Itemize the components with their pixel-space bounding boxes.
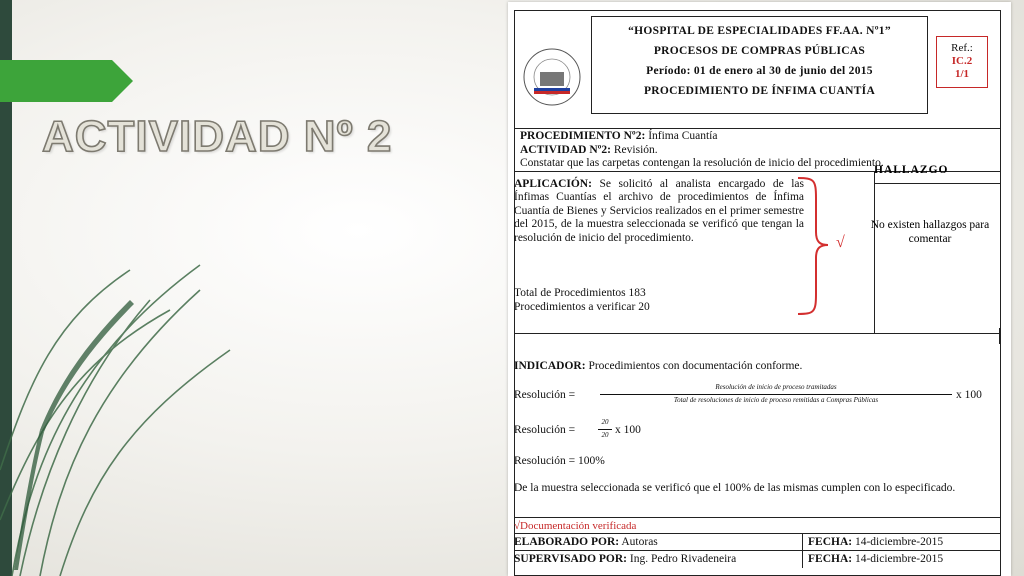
aplicacion-label: APLICACIÓN: bbox=[514, 178, 592, 190]
formula2-times: x 100 bbox=[615, 424, 641, 436]
supervisado-row bbox=[514, 553, 736, 565]
check-mark-icon: √ bbox=[836, 234, 845, 251]
slide-title: ACTIVIDAD Nº 2 bbox=[42, 112, 393, 161]
fraction-bar bbox=[600, 394, 952, 395]
divider bbox=[874, 183, 1001, 184]
column-divider bbox=[874, 171, 875, 333]
formula1-numerator: Resolución de inicio de proceso tramitadas bbox=[715, 383, 837, 391]
supervisado-value: Ing. Pedro Rivadeneira bbox=[629, 553, 737, 565]
document-header bbox=[591, 16, 928, 114]
header-period: Período: 01 de enero al 30 de junio del 2015 bbox=[646, 65, 873, 77]
fecha1-label: FECHA: bbox=[808, 536, 853, 548]
fecha1-row bbox=[808, 536, 943, 548]
divider bbox=[514, 128, 1001, 129]
reference-box bbox=[936, 36, 988, 88]
actividad-row bbox=[514, 144, 998, 157]
fecha2-row bbox=[808, 553, 943, 565]
conclusion-text: De la muestra seleccionada se verificó que el 100% de las mismas cumplen con lo especificado. bbox=[514, 482, 956, 494]
elaborado-label: ELABORADO POR: bbox=[514, 536, 620, 548]
formula1-left: Resolución = bbox=[514, 389, 576, 401]
formula3: Resolución = 100% bbox=[514, 455, 605, 467]
objective-text: Constatar que las carpetas contengan la resolución de inicio del procedimiento. bbox=[520, 157, 884, 169]
total-procedures: Total de Procedimientos 183 bbox=[514, 287, 646, 299]
totals-block bbox=[514, 286, 804, 314]
formula1-denominator: Total de resoluciones de inicio de proceso remitidas a Compras Públicas bbox=[673, 396, 879, 404]
ref-page: 1/1 bbox=[954, 68, 970, 80]
indicador-text: Procedimientos con documentación conforme. bbox=[588, 360, 803, 372]
indicador-label: INDICADOR: bbox=[514, 360, 586, 372]
elaborado-row bbox=[514, 536, 658, 548]
hallazgo-title: HALLAZGO bbox=[874, 164, 949, 176]
page-marker bbox=[999, 328, 1001, 344]
header-processes: PROCESOS DE COMPRAS PÚBLICAS bbox=[653, 45, 866, 57]
divider bbox=[514, 550, 1001, 551]
verification-note: √Documentación verificada bbox=[514, 520, 637, 532]
formula2-left: Resolución = bbox=[514, 424, 576, 436]
formula2-numerator: 20 bbox=[601, 418, 609, 426]
header-procedure: PROCEDIMIENTO DE ÍNFIMA CUANTÍA bbox=[643, 85, 876, 97]
ref-label: Ref.: bbox=[951, 42, 973, 54]
procedimiento-label: PROCEDIMIENTO Nº2: bbox=[520, 130, 646, 142]
procedimiento-row bbox=[514, 130, 998, 143]
divider bbox=[514, 517, 1001, 518]
hospital-seal-icon bbox=[516, 46, 588, 108]
formula1-times: x 100 bbox=[956, 389, 982, 401]
divider bbox=[514, 533, 1001, 534]
title-arrow-banner bbox=[0, 60, 133, 102]
supervisado-label: SUPERVISADO POR: bbox=[514, 553, 628, 565]
aplicacion-text bbox=[514, 178, 804, 245]
fraction-bar bbox=[598, 429, 612, 430]
ref-code: IC.2 bbox=[951, 55, 973, 67]
fecha2-value: 14-diciembre-2015 bbox=[854, 553, 944, 565]
formula2-denominator: 20 bbox=[601, 431, 609, 439]
fecha1-value: 14-diciembre-2015 bbox=[854, 536, 944, 548]
fecha2-label: FECHA: bbox=[808, 553, 853, 565]
aplicacion-body: Se solicitó al analista encargado de las Ínfimas Cuantías el archivo de procedimientos de Ínfima Cuantía de Bienes y Servicios realizados en el primer semestre del 2015, de la muestra seleccionada se verificó que tengan la resolución de inicio del procedimiento. bbox=[514, 178, 804, 244]
actividad-label: ACTIVIDAD Nº2: bbox=[520, 144, 612, 156]
procedures-to-verify: Procedimientos a verificar 20 bbox=[514, 301, 650, 313]
document-page bbox=[508, 2, 1011, 576]
procedimiento-value: Ínfima Cuantía bbox=[648, 130, 718, 142]
elaborado-value: Autoras bbox=[621, 536, 658, 548]
divider bbox=[514, 333, 1001, 334]
header-hospital: “HOSPITAL DE ESPECIALIDADES FF.AA. Nº1” bbox=[628, 25, 891, 37]
indicador-row bbox=[514, 360, 802, 372]
hallazgo-text: No existen hallazgos para comentar bbox=[870, 219, 990, 245]
actividad-value: Revisión. bbox=[613, 144, 658, 156]
